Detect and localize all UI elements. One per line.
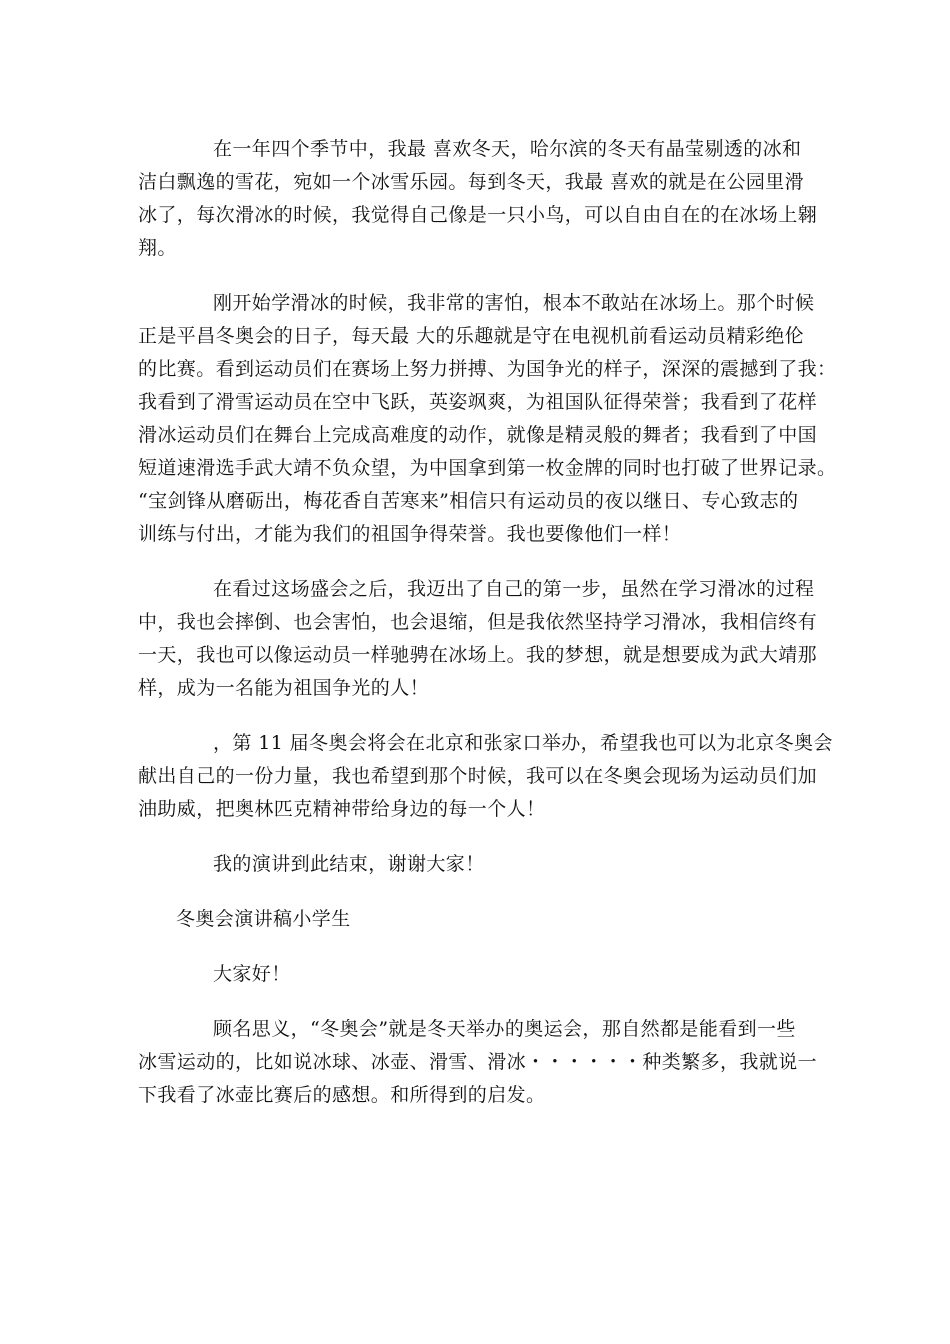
greeting-line: 大家好！ bbox=[213, 963, 291, 985]
paragraph-2-line-1: 刚开始学滑冰的时候，我非常的害怕，根本不敢站在冰场上。那个时候 bbox=[213, 292, 815, 314]
paragraph-2-line-3: 的比赛。看到运动员们在赛场上努力拼搏、为国争光的样子，深深的震撼到了我： bbox=[138, 358, 837, 380]
paragraph-5-line-3: 下我看了冰壶比赛后的感想。和所得到的启发。 bbox=[138, 1084, 546, 1106]
paragraph-1-line-1: 在一年四个季节中，我最 喜欢冬天，哈尔滨的冬天有晶莹剔透的冰和 bbox=[213, 138, 802, 160]
paragraph-2-line-8: 训练与付出，才能为我们的祖国争得荣誉。我也要像他们一样！ bbox=[138, 523, 682, 545]
paragraph-1-line-3: 冰了，每次滑冰的时候，我觉得自己像是一只小鸟，可以自由自在的在冰场上翱 bbox=[138, 204, 818, 226]
paragraph-2-line-2: 正是平昌冬奥会的日子，每天最 大的乐趣就是守在电视机前看运动员精彩绝伦 bbox=[138, 325, 805, 347]
paragraph-4-line-1: ，第 11 届冬奥会将会在北京和张家口举办，希望我也可以为北京冬奥会 bbox=[213, 732, 833, 754]
paragraph-4-line-2: 献出自己的一份力量，我也希望到那个时候，我可以在冬奥会现场为运动员们加 bbox=[138, 765, 818, 787]
paragraph-3-line-1: 在看过这场盛会之后，我迈出了自己的第一步，虽然在学习滑冰的过程 bbox=[213, 578, 815, 600]
section-title: 冬奥会演讲稿小学生 bbox=[176, 908, 351, 930]
paragraph-2-line-4: 我看到了滑雪运动员在空中飞跃，英姿飒爽，为祖国队征得荣誉；我看到了花样 bbox=[138, 391, 818, 413]
paragraph-3-line-4: 样，成为一名能为祖国争光的人！ bbox=[138, 677, 430, 699]
paragraph-2-line-6: 短道速滑选手武大靖不负众望，为中国拿到第一枚金牌的同时也打破了世界记录。 bbox=[138, 457, 837, 479]
paragraph-2-line-5: 滑冰运动员们在舞台上完成高难度的动作，就像是精灵般的舞者；我看到了中国 bbox=[138, 424, 818, 446]
paragraph-2-line-7: “宝剑锋从磨砺出，梅花香自苦寒来”相信只有运动员的夜以继日、专心致志的 bbox=[138, 490, 799, 512]
paragraph-1-line-2: 洁白飘逸的雪花，宛如一个冰雪乐园。每到冬天，我最 喜欢的就是在公园里滑 bbox=[138, 171, 805, 193]
paragraph-4-line-3: 油助威，把奥林匹克精神带给身边的每一个人！ bbox=[138, 798, 546, 820]
paragraph-5-line-2: 冰雪运动的，比如说冰球、冰壶、滑雪、滑冰・・・・・・种类繁多，我就说一 bbox=[138, 1051, 818, 1073]
closing-line: 我的演讲到此结束，谢谢大家！ bbox=[213, 853, 485, 875]
paragraph-3-line-2: 中，我也会摔倒、也会害怕，也会退缩，但是我依然坚持学习滑冰，我相信终有 bbox=[138, 611, 818, 633]
paragraph-1-line-4: 翔。 bbox=[138, 237, 177, 259]
paragraph-5-line-1: 顾名思义，“冬奥会”就是冬天举办的奥运会，那自然都是能看到一些 bbox=[213, 1018, 796, 1040]
paragraph-3-line-3: 一天，我也可以像运动员一样驰骋在冰场上。我的梦想，就是想要成为武大靖那 bbox=[138, 644, 818, 666]
